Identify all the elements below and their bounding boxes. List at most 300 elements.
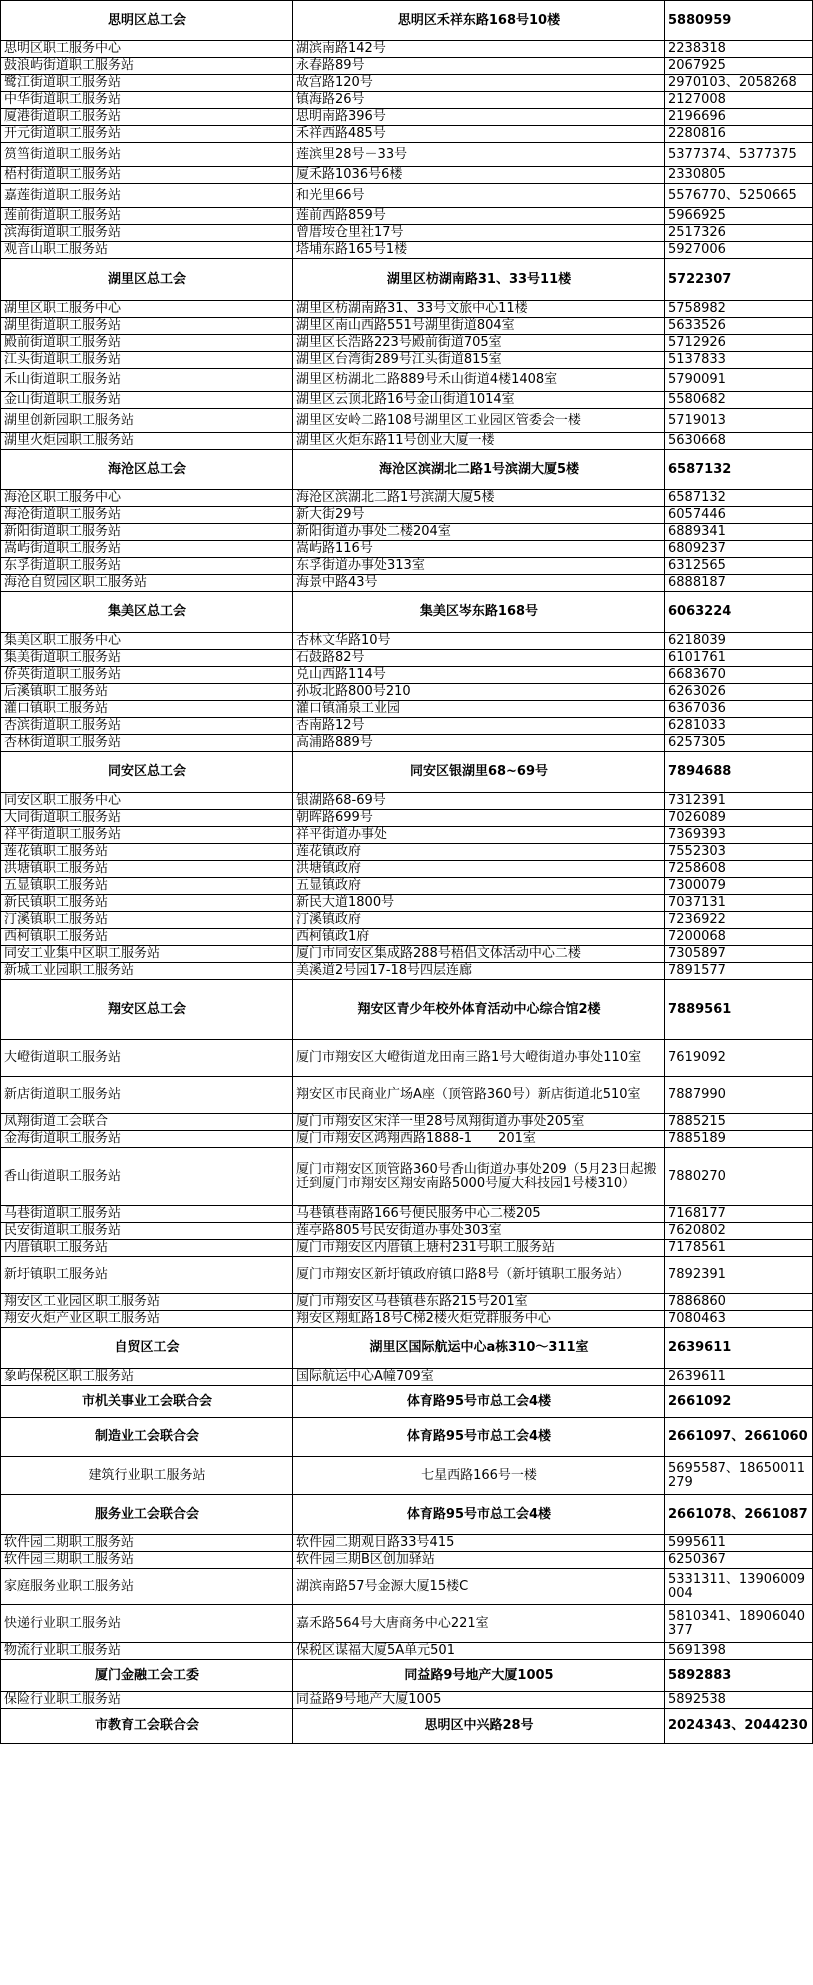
table-row — [1, 963, 813, 980]
table-row — [1, 184, 813, 208]
phone-cell: 7620802 — [665, 1223, 813, 1240]
phone-cell: 6101761 — [665, 650, 813, 667]
phone-cell: 6063224 — [665, 592, 813, 633]
phone-cell: 2196696 — [665, 109, 813, 126]
org-name-cell: 新民镇职工服务站 — [1, 895, 293, 912]
phone-cell: 7880270 — [665, 1148, 813, 1206]
phone-cell: 5892538 — [665, 1692, 813, 1709]
address-cell: 同安区银湖里68~69号 — [293, 752, 665, 793]
org-name-cell: 内厝镇职工服务站 — [1, 1240, 293, 1257]
address-cell: 厦门市翔安区马巷镇巷东路215号201室 — [293, 1294, 665, 1311]
table-row — [1, 352, 813, 369]
section-header-row — [1, 259, 813, 301]
org-name-cell: 禾山街道职工服务站 — [1, 369, 293, 392]
address-cell: 西柯镇政1府 — [293, 929, 665, 946]
org-name-cell: 大嶝街道职工服务站 — [1, 1040, 293, 1077]
org-name-cell: 莲花镇职工服务站 — [1, 844, 293, 861]
org-name-cell: 翔安火炬产业区职工服务站 — [1, 1311, 293, 1328]
table-row — [1, 684, 813, 701]
table-row — [1, 575, 813, 592]
org-name-cell: 思明区总工会 — [1, 1, 293, 41]
table-row — [1, 1569, 813, 1605]
table-row — [1, 1643, 813, 1660]
address-cell: 集美区岑东路168号 — [293, 592, 665, 633]
address-cell: 莲花镇政府 — [293, 844, 665, 861]
org-name-cell: 新城工业园职工服务站 — [1, 963, 293, 980]
org-name-cell: 快递行业职工服务站 — [1, 1605, 293, 1643]
address-cell: 曾厝垵仓里社17号 — [293, 225, 665, 242]
table-row — [1, 126, 813, 143]
org-name-cell: 杏林街道职工服务站 — [1, 735, 293, 752]
org-name-cell: 湖里区职工服务中心 — [1, 301, 293, 318]
address-cell: 思明区禾祥东路168号10楼 — [293, 1, 665, 41]
phone-cell: 6250367 — [665, 1552, 813, 1569]
phone-cell: 2330805 — [665, 167, 813, 184]
address-cell: 故宫路120号 — [293, 75, 665, 92]
table-row — [1, 75, 813, 92]
table-row — [1, 1369, 813, 1386]
address-cell: 新阳街道办事处二楼204室 — [293, 524, 665, 541]
phone-cell: 7178561 — [665, 1240, 813, 1257]
phone-cell: 5892883 — [665, 1660, 813, 1692]
org-name-cell: 莲前街道职工服务站 — [1, 208, 293, 225]
table-row — [1, 541, 813, 558]
phone-cell: 7889561 — [665, 980, 813, 1040]
org-name-cell: 江头街道职工服务站 — [1, 352, 293, 369]
phone-cell: 6587132 — [665, 450, 813, 490]
address-cell: 朝晖路699号 — [293, 810, 665, 827]
phone-cell: 5719013 — [665, 409, 813, 433]
phone-cell: 5810341、18906040377 — [665, 1605, 813, 1643]
phone-cell: 5137833 — [665, 352, 813, 369]
phone-cell: 2517326 — [665, 225, 813, 242]
address-cell: 思明区中兴路28号 — [293, 1709, 665, 1744]
table-row — [1, 810, 813, 827]
address-cell: 新大街29号 — [293, 507, 665, 524]
address-cell: 祥平街道办事处 — [293, 827, 665, 844]
phone-cell: 6889341 — [665, 524, 813, 541]
org-name-cell: 思明区职工服务中心 — [1, 41, 293, 58]
table-row — [1, 433, 813, 450]
address-cell: 汀溪镇政府 — [293, 912, 665, 929]
address-cell: 湖里区安岭二路108号湖里区工业园区管委会一楼 — [293, 409, 665, 433]
table-row — [1, 167, 813, 184]
table-row — [1, 369, 813, 392]
org-name-cell: 自贸区工会 — [1, 1328, 293, 1369]
org-name-cell: 市教育工会联合会 — [1, 1709, 293, 1744]
address-cell: 厦门市翔安区大嶝街道龙田南三路1号大嶝街道办事处110室 — [293, 1040, 665, 1077]
address-cell: 新民大道1800号 — [293, 895, 665, 912]
phone-cell: 6809237 — [665, 541, 813, 558]
org-name-cell: 家庭服务业职工服务站 — [1, 1569, 293, 1605]
org-name-cell: 软件园三期职工服务站 — [1, 1552, 293, 1569]
table-row — [1, 301, 813, 318]
phone-cell: 2661078、2661087 — [665, 1495, 813, 1535]
address-cell: 思明南路396号 — [293, 109, 665, 126]
org-name-cell: 象屿保税区职工服务站 — [1, 1369, 293, 1386]
table-row — [1, 895, 813, 912]
phone-cell: 7619092 — [665, 1040, 813, 1077]
org-name-cell: 新圩镇职工服务站 — [1, 1257, 293, 1294]
phone-cell: 6888187 — [665, 575, 813, 592]
section-header-row — [1, 450, 813, 490]
table-row — [1, 1692, 813, 1709]
org-name-cell: 厦港街道职工服务站 — [1, 109, 293, 126]
phone-cell: 2024343、2044230 — [665, 1709, 813, 1744]
address-cell: 马巷镇巷南路166号便民服务中心二楼205 — [293, 1206, 665, 1223]
phone-cell: 7080463 — [665, 1311, 813, 1328]
address-cell: 银湖路68-69号 — [293, 793, 665, 810]
address-cell: 翔安区翔虹路18号C梯2楼火炬党群服务中心 — [293, 1311, 665, 1328]
phone-cell: 6683670 — [665, 667, 813, 684]
address-cell: 禾祥西路485号 — [293, 126, 665, 143]
address-cell: 体育路95号市总工会4楼 — [293, 1386, 665, 1418]
table-row — [1, 109, 813, 126]
section-header-row — [1, 592, 813, 633]
org-name-cell: 嘉莲街道职工服务站 — [1, 184, 293, 208]
org-name-cell: 集美区总工会 — [1, 592, 293, 633]
org-name-cell: 金海街道职工服务站 — [1, 1131, 293, 1148]
address-cell: 翔安区市民商业广场A座（顶管路360号）新店街道北510室 — [293, 1077, 665, 1114]
org-name-cell: 湖里区总工会 — [1, 259, 293, 301]
org-name-cell: 海沧自贸园区职工服务站 — [1, 575, 293, 592]
org-name-cell: 马巷街道职工服务站 — [1, 1206, 293, 1223]
address-cell: 杏林文华路10号 — [293, 633, 665, 650]
address-cell: 湖里区火炬东路11号创业大厦一楼 — [293, 433, 665, 450]
table-row — [1, 650, 813, 667]
org-name-cell: 同安区职工服务中心 — [1, 793, 293, 810]
org-name-cell: 民安街道职工服务站 — [1, 1223, 293, 1240]
org-name-cell: 金山街道职工服务站 — [1, 392, 293, 409]
address-cell: 海沧区滨湖北二路1号滨湖大厦5楼 — [293, 450, 665, 490]
phone-cell: 5758982 — [665, 301, 813, 318]
phone-cell: 5377374、5377375 — [665, 143, 813, 167]
address-cell: 厦门市翔安区内厝镇上塘村231号职工服务站 — [293, 1240, 665, 1257]
table-row — [1, 667, 813, 684]
address-cell: 湖里区枋湖南路31、33号文旅中心11楼 — [293, 301, 665, 318]
address-cell: 厦门市翔安区新圩镇政府镇口路8号（新圩镇职工服务站） — [293, 1257, 665, 1294]
phone-cell: 6587132 — [665, 490, 813, 507]
phone-cell: 7236922 — [665, 912, 813, 929]
address-cell: 嘉禾路564号大唐商务中心221室 — [293, 1605, 665, 1643]
table-row — [1, 1257, 813, 1294]
phone-cell: 7885215 — [665, 1114, 813, 1131]
phone-cell: 5712926 — [665, 335, 813, 352]
phone-cell: 5691398 — [665, 1643, 813, 1660]
table-row — [1, 1040, 813, 1077]
address-cell: 美溪道2号园17-18号四层连廊 — [293, 963, 665, 980]
org-name-cell: 集美街道职工服务站 — [1, 650, 293, 667]
address-cell: 湖里区长浩路223号殿前街道705室 — [293, 335, 665, 352]
address-cell: 国际航运中心A幢709室 — [293, 1369, 665, 1386]
address-cell: 莲前西路859号 — [293, 208, 665, 225]
phone-cell: 5722307 — [665, 259, 813, 301]
phone-cell: 5331311、13906009004 — [665, 1569, 813, 1605]
table-row — [1, 1131, 813, 1148]
org-name-cell: 集美区职工服务中心 — [1, 633, 293, 650]
phone-cell: 7168177 — [665, 1206, 813, 1223]
phone-cell: 6263026 — [665, 684, 813, 701]
address-cell: 高浦路889号 — [293, 735, 665, 752]
org-name-cell: 香山街道职工服务站 — [1, 1148, 293, 1206]
address-cell: 厦门市翔安区顶管路360号香山街道办事处209（5月23日起搬迁到厦门市翔安区翔安南路5000号厦大科技园1号楼310） — [293, 1148, 665, 1206]
address-cell: 体育路95号市总工会4楼 — [293, 1418, 665, 1457]
org-name-cell: 凤翔街道工会联合 — [1, 1114, 293, 1131]
phone-cell: 6312565 — [665, 558, 813, 575]
address-cell: 厦禾路1036号6楼 — [293, 167, 665, 184]
table-row — [1, 318, 813, 335]
address-cell: 莲滨里28号－33号 — [293, 143, 665, 167]
address-cell: 海景中路43号 — [293, 575, 665, 592]
org-name-cell: 五显镇职工服务站 — [1, 878, 293, 895]
phone-cell: 7892391 — [665, 1257, 813, 1294]
org-name-cell: 海沧街道职工服务站 — [1, 507, 293, 524]
org-name-cell: 殿前街道职工服务站 — [1, 335, 293, 352]
table-row — [1, 912, 813, 929]
org-name-cell: 筼筜街道职工服务站 — [1, 143, 293, 167]
section-header-row — [1, 1495, 813, 1535]
phone-cell: 6281033 — [665, 718, 813, 735]
phone-cell: 5927006 — [665, 242, 813, 259]
phone-cell: 5695587、18650011279 — [665, 1457, 813, 1495]
phone-cell: 2661097、2661060 — [665, 1418, 813, 1457]
org-name-cell: 祥平街道职工服务站 — [1, 827, 293, 844]
table-row — [1, 1148, 813, 1206]
table-row — [1, 718, 813, 735]
address-cell: 软件园二期观日路33号415 — [293, 1535, 665, 1552]
table-row — [1, 946, 813, 963]
org-name-cell: 厦门金融工会工委 — [1, 1660, 293, 1692]
org-name-cell: 新阳街道职工服务站 — [1, 524, 293, 541]
section-header-row — [1, 1386, 813, 1418]
table-row — [1, 793, 813, 810]
address-cell: 灌口镇涌泉工业园 — [293, 701, 665, 718]
address-cell: 厦门市同安区集成路288号梧侣文体活动中心二楼 — [293, 946, 665, 963]
address-cell: 石鼓路82号 — [293, 650, 665, 667]
phone-cell: 2661092 — [665, 1386, 813, 1418]
address-cell: 海沧区滨湖北二路1号滨湖大厦5楼 — [293, 490, 665, 507]
table-row — [1, 1114, 813, 1131]
table-row — [1, 41, 813, 58]
org-name-cell: 制造业工会联合会 — [1, 1418, 293, 1457]
org-name-cell: 湖里创新园职工服务站 — [1, 409, 293, 433]
table-row — [1, 929, 813, 946]
org-name-cell: 大同街道职工服务站 — [1, 810, 293, 827]
org-name-cell: 汀溪镇职工服务站 — [1, 912, 293, 929]
address-cell: 保税区谋福大厦5A单元501 — [293, 1643, 665, 1660]
address-cell: 七星西路166号一楼 — [293, 1457, 665, 1495]
table-row — [1, 1206, 813, 1223]
phone-cell: 7200068 — [665, 929, 813, 946]
phone-cell: 7885189 — [665, 1131, 813, 1148]
address-cell: 体育路95号市总工会4楼 — [293, 1495, 665, 1535]
address-cell: 湖滨南路142号 — [293, 41, 665, 58]
table-row — [1, 1077, 813, 1114]
table-row — [1, 1294, 813, 1311]
phone-cell: 5633526 — [665, 318, 813, 335]
org-name-cell: 观音山职工服务站 — [1, 242, 293, 259]
phone-cell: 2970103、2058268 — [665, 75, 813, 92]
org-name-cell: 洪塘镇职工服务站 — [1, 861, 293, 878]
address-cell: 镇海路26号 — [293, 92, 665, 109]
phone-cell: 7886860 — [665, 1294, 813, 1311]
phone-cell: 7305897 — [665, 946, 813, 963]
address-cell: 湖里区云顶北路16号金山街道1014室 — [293, 392, 665, 409]
phone-cell: 5790091 — [665, 369, 813, 392]
phone-cell: 2127008 — [665, 92, 813, 109]
phone-cell: 2238318 — [665, 41, 813, 58]
org-name-cell: 滨海街道职工服务站 — [1, 225, 293, 242]
org-name-cell: 鼓浪屿街道职工服务站 — [1, 58, 293, 75]
phone-cell: 7037131 — [665, 895, 813, 912]
address-cell: 翔安区青少年校外体育活动中心综合馆2楼 — [293, 980, 665, 1040]
org-name-cell: 物流行业职工服务站 — [1, 1643, 293, 1660]
phone-cell: 6057446 — [665, 507, 813, 524]
phone-cell: 5630668 — [665, 433, 813, 450]
address-cell: 五显镇政府 — [293, 878, 665, 895]
phone-cell: 7887990 — [665, 1077, 813, 1114]
table-row — [1, 143, 813, 167]
org-name-cell: 同安工业集中区职工服务站 — [1, 946, 293, 963]
address-cell: 杏南路12号 — [293, 718, 665, 735]
org-name-cell: 保险行业职工服务站 — [1, 1692, 293, 1709]
address-cell: 塔埔东路165号1楼 — [293, 242, 665, 259]
address-cell: 永春路89号 — [293, 58, 665, 75]
org-name-cell: 嵩屿街道职工服务站 — [1, 541, 293, 558]
table-row — [1, 861, 813, 878]
table-row — [1, 92, 813, 109]
org-name-cell: 开元街道职工服务站 — [1, 126, 293, 143]
org-name-cell: 新店街道职工服务站 — [1, 1077, 293, 1114]
org-name-cell: 服务业工会联合会 — [1, 1495, 293, 1535]
table-row — [1, 1457, 813, 1495]
org-name-cell: 同安区总工会 — [1, 752, 293, 793]
table-body — [1, 1, 813, 1744]
phone-cell: 7369393 — [665, 827, 813, 844]
address-cell: 厦门市翔安区宋洋一里28号凤翔街道办事处205室 — [293, 1114, 665, 1131]
address-cell: 孙坂北路800号210 — [293, 684, 665, 701]
address-cell: 同益路9号地产大厦1005 — [293, 1660, 665, 1692]
phone-cell: 2067925 — [665, 58, 813, 75]
table-row — [1, 225, 813, 242]
org-name-cell: 侨英街道职工服务站 — [1, 667, 293, 684]
org-name-cell: 鹭江街道职工服务站 — [1, 75, 293, 92]
phone-cell: 6257305 — [665, 735, 813, 752]
table-row — [1, 507, 813, 524]
address-cell: 厦门市翔安区鸿翔西路1888-1 201室 — [293, 1131, 665, 1148]
address-cell: 和光里66号 — [293, 184, 665, 208]
org-name-cell: 建筑行业职工服务站 — [1, 1457, 293, 1495]
org-name-cell: 软件园二期职工服务站 — [1, 1535, 293, 1552]
phone-cell: 2280816 — [665, 126, 813, 143]
address-cell: 软件园三期B区创加驿站 — [293, 1552, 665, 1569]
phone-cell: 5576770、5250665 — [665, 184, 813, 208]
table-row — [1, 524, 813, 541]
address-cell: 湖里区国际航运中心a栋310～311室 — [293, 1328, 665, 1369]
org-name-cell: 后溪镇职工服务站 — [1, 684, 293, 701]
phone-cell: 5580682 — [665, 392, 813, 409]
org-name-cell: 翔安区工业园区职工服务站 — [1, 1294, 293, 1311]
address-cell: 湖里区台湾街289号江头街道815室 — [293, 352, 665, 369]
table-row — [1, 392, 813, 409]
phone-cell: 5966925 — [665, 208, 813, 225]
address-cell: 东孚街道办事处313室 — [293, 558, 665, 575]
table-row — [1, 58, 813, 75]
phone-cell: 6218039 — [665, 633, 813, 650]
table-row — [1, 335, 813, 352]
section-header-row — [1, 1660, 813, 1692]
address-cell: 同益路9号地产大厦1005 — [293, 1692, 665, 1709]
table-row — [1, 1605, 813, 1643]
phone-cell: 2639611 — [665, 1369, 813, 1386]
phone-cell: 7891577 — [665, 963, 813, 980]
table-row — [1, 633, 813, 650]
phone-cell: 6367036 — [665, 701, 813, 718]
org-name-cell: 市机关事业工会联合会 — [1, 1386, 293, 1418]
section-header-row — [1, 1, 813, 41]
org-name-cell: 杏滨街道职工服务站 — [1, 718, 293, 735]
section-header-row — [1, 752, 813, 793]
org-name-cell: 灌口镇职工服务站 — [1, 701, 293, 718]
table-row — [1, 1552, 813, 1569]
section-header-row — [1, 980, 813, 1040]
org-name-cell: 湖里火炬园职工服务站 — [1, 433, 293, 450]
org-name-cell: 东孚街道职工服务站 — [1, 558, 293, 575]
section-header-row — [1, 1328, 813, 1369]
table-row — [1, 490, 813, 507]
address-cell: 湖里区枋湖南路31、33号11楼 — [293, 259, 665, 301]
table-row — [1, 844, 813, 861]
org-name-cell: 梧村街道职工服务站 — [1, 167, 293, 184]
address-cell: 湖里区南山西路551号湖里街道804室 — [293, 318, 665, 335]
org-name-cell: 海沧区总工会 — [1, 450, 293, 490]
table-row — [1, 878, 813, 895]
table-row — [1, 735, 813, 752]
phone-cell: 5880959 — [665, 1, 813, 41]
phone-cell: 5995611 — [665, 1535, 813, 1552]
phone-cell: 7312391 — [665, 793, 813, 810]
address-cell: 湖里区枋湖北二路889号禾山街道4楼1408室 — [293, 369, 665, 392]
address-cell: 兑山西路114号 — [293, 667, 665, 684]
table-row — [1, 208, 813, 225]
phone-cell: 7258608 — [665, 861, 813, 878]
org-name-cell: 翔安区总工会 — [1, 980, 293, 1040]
table-row — [1, 701, 813, 718]
address-cell: 嵩屿路116号 — [293, 541, 665, 558]
phone-cell: 2639611 — [665, 1328, 813, 1369]
address-cell: 湖滨南路57号金源大厦15楼C — [293, 1569, 665, 1605]
table-row — [1, 1223, 813, 1240]
table-row — [1, 827, 813, 844]
phone-cell: 7552303 — [665, 844, 813, 861]
address-cell: 洪塘镇政府 — [293, 861, 665, 878]
table-row — [1, 1240, 813, 1257]
org-name-cell: 西柯镇职工服务站 — [1, 929, 293, 946]
phone-cell: 7300079 — [665, 878, 813, 895]
org-name-cell: 湖里街道职工服务站 — [1, 318, 293, 335]
org-name-cell: 海沧区职工服务中心 — [1, 490, 293, 507]
table-row — [1, 242, 813, 259]
table-row — [1, 558, 813, 575]
phone-cell: 7894688 — [665, 752, 813, 793]
org-name-cell: 中华街道职工服务站 — [1, 92, 293, 109]
address-cell: 莲亭路805号民安街道办事处303室 — [293, 1223, 665, 1240]
phone-cell: 7026089 — [665, 810, 813, 827]
section-header-row — [1, 1709, 813, 1744]
section-header-row — [1, 1418, 813, 1457]
table-row — [1, 1535, 813, 1552]
table-row — [1, 409, 813, 433]
